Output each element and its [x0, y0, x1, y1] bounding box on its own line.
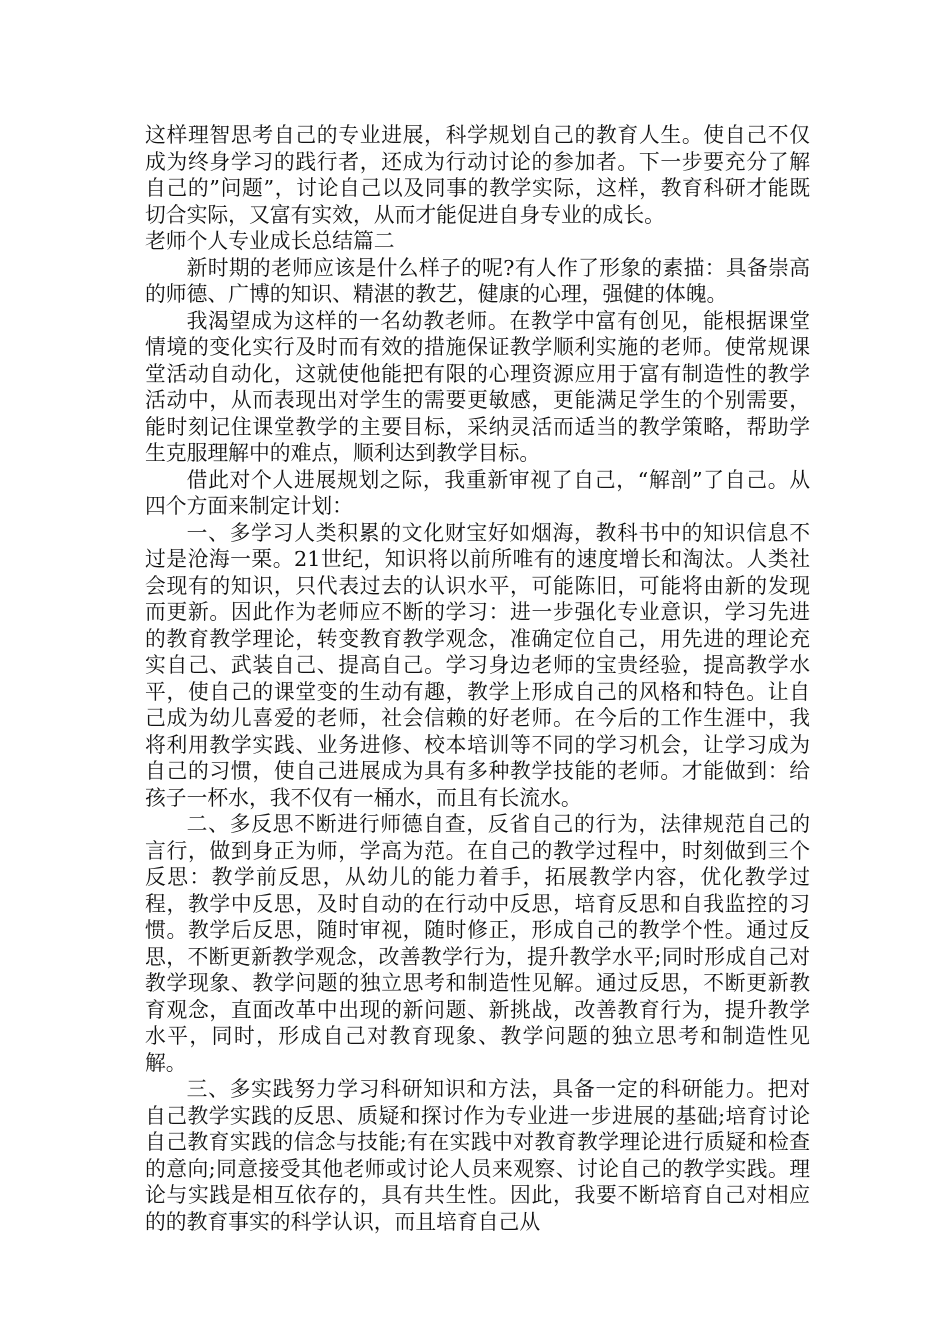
paragraph-continuation: 这样理智思考自己的专业进展，科学规划自己的教育人生。使自己不仅成为终身学习的践行者，还成为行动讨论的参加者。下一步要充分了解自己的”问题”，讨论自己以及同事的教学实际，这样，教育科研才能既切合实际，又富有实效，从而才能促进自身专业的成长。: [145, 123, 810, 227]
document-body: [145, 122, 810, 1235]
paragraph: 我渴望成为这样的一名幼教老师。在教学中富有创见，能根据课堂情境的变化实行及时而有效的措施保证教学顺利实施的老师。使常规课堂活动自动化，这就使他能把有限的心理资源应用于富有制造性的教学活动中，从而表现出对学生的需要更敏感，更能满足学生的个别需要，能时刻记住课堂教学的主要目标，采纳灵活而适当的教学策略，帮助学生克服理解中的难点，顺利达到教学目标。: [145, 308, 810, 465]
paragraph: 一、多学习人类积累的文化财宝好如烟海，教科书中的知识信息不过是沧海一栗。21世纪，知识将以前所唯有的速度增长和淘汰。人类社会现有的知识，只代表过去的认识水平，可能陈旧，可能将由新的发现而更新。因此作为老师应不断的学习：进一步强化专业意识，学习先进的教育教学理论，转变教育教学观念，准确定位自己，用先进的理论充实自己、武装自己、提高自己。学习身边老师的宝贵经验，提高教学水平，使自己的课堂变的生动有趣，教学上形成自己的风格和特色。让自己成为幼儿喜爱的老师，社会信赖的好老师。在今后的工作生涯中，我将利用教学实践、业务进修、校本培训等不同的学习机会，让学习成为自己的习惯，使自己进展成为具有多种教学技能的老师。才能做到：给孩子一杯水，我不仅有一桶水，而且有长流水。: [145, 520, 810, 810]
section-heading: 老师个人专业成长总结篇二: [145, 229, 395, 253]
paragraph: 新时期的老师应该是什么样子的呢?有人作了形象的素描：具备崇高的师德、广博的知识、精湛的教艺，健康的心理，强健的体魄。: [145, 255, 810, 306]
paragraph: 二、多反思不断进行师德自查，反省自己的行为，法律规范自己的言行，做到身正为师，学高为范。在自己的教学过程中，时刻做到三个反思：教学前反思，从幼儿的能力着手，拓展教学内容，优化教学过程，教学中反思，及时自动的在行动中反思，培育反思和自我监控的习惯。教学后反思，随时审视，随时修正，形成自己的教学个性。通过反思，不断更新教学观念，改善教学行为，提升教学水平;同时形成自己对教学现象、教学问题的独立思考和制造性见解。通过反思，不断更新教育观念，直面改革中出现的新问题、新挑战，改善教育行为，提升教学水平，同时，形成自己对教育现象、教学问题的独立思考和制造性见解。: [145, 812, 810, 1075]
paragraph: 借此对个人进展规划之际，我重新审视了自己，“解剖”了自己。从四个方面来制定计划：: [145, 467, 810, 518]
paragraph: 三、多实践努力学习科研知识和方法，具备一定的科研能力。把对自己教学实践的反思、质疑和探讨作为专业进一步进展的基础;培育讨论自己教育实践的信念与技能;有在实践中对教育教学理论进行质疑和检查的意向;同意接受其他老师或讨论人员来观察、讨论自己的教学实践。理论与实践是相互依存的，具有共生性。因此，我要不断培育自己对相应的的教育事实的科学认识，而且培育自己从: [145, 1077, 810, 1234]
